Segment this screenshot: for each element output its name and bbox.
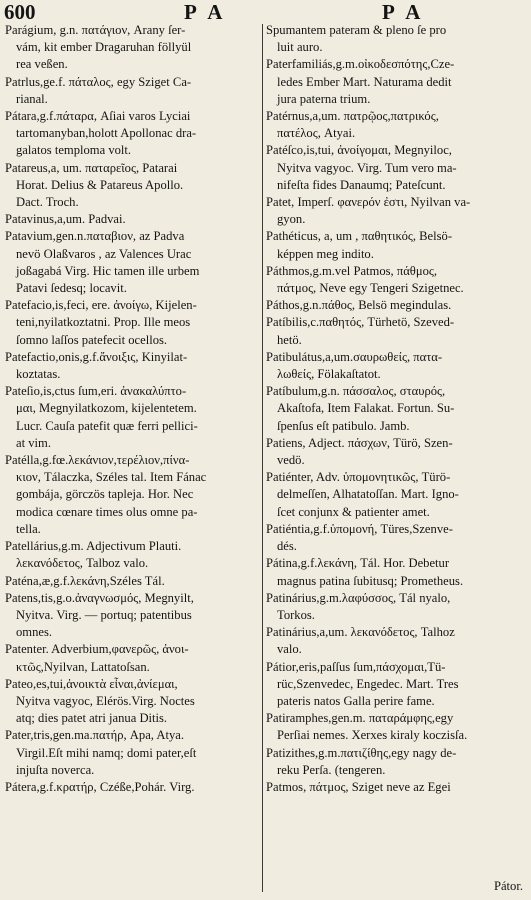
dictionary-entry: Patélla,g.fœ.λεκάνιον,τερέλιον,πίνα- κιον, Tálaczka, Széles tal. Item Fánac gombája, görczös tapleja. Hor. Nec modica cœnare times olus omne pa- tella.: [5, 453, 207, 536]
dictionary-entry: Paterfamiliás,g.m.οἰκοδεσπότης,Cze- ledes Ember Mart. Naturama dedit jura paterna trium.: [266, 57, 455, 106]
dictionary-entry: Patibulátus,a,um.σαυρωθείς, πατα- λωθείς, Fölakaſtatot.: [266, 349, 443, 382]
dictionary-entry: Patefacio,is,feci, ere. ἀνοίγω, Kijelen- teni,nyilatkoztatni. Prop. Ille meos ſomno laſſos patefecit ocellos.: [5, 298, 197, 347]
dictionary-entry: Patavium,gen.n.παταβιον, az Padva nevö Olaßvaros , az Valences Urac joßagabá Virg. Hic tamen ille urbem Patavi ſedesq; locavit.: [5, 229, 200, 296]
page-number: 600: [4, 0, 36, 24]
dictionary-entry: Pater,tris,gen.ma.πατήρ, Apa, Atya. Virgil.Eſt mihi namq; domi pater,eſt injuſta noverca.: [5, 728, 197, 777]
dictionary-entry: Patet, Imperſ. φανερόν ἐστι, Nyilvan va- gyon.: [266, 195, 471, 227]
dictionary-entry: Patizithes,g.m.πατιζίθης,egy nagy de- reku Perſa. (tengeren.: [266, 745, 457, 777]
dictionary-entry: Patavinus,a,um. Padvai.: [5, 212, 126, 227]
dictionary-entry: Parágium, g.n. πατάγιον, Arany ſer- vám, kit ember Dragaruhan föllyül rea veßen.: [5, 23, 192, 72]
dictionary-entry: Pátara,g.f.πάταρα, Aſiai varos Lyciai tartomanyban,holott Apollonac dra- galatos temploma volt.: [5, 109, 197, 158]
dictionary-entry: Patinárius,g.m.λαφύσσος, Tál nyalo, Torkos.: [266, 590, 451, 622]
dictionary-entry: Patefactio,onis,g.f.ἄνοιξις, Kinyilat- koztatas.: [5, 349, 188, 382]
dictionary-entry: Paténa,æ,g.f.λεκάνη,Széles Tál.: [5, 573, 165, 588]
dictionary-entry: Patérnus,a,um. πατρῷος,πατρικός, πατέλος, Atyai.: [266, 109, 439, 141]
dictionary-entry: Pathéticus, a, um , παθητικός, Belsö- képpen meg indito.: [266, 229, 453, 261]
dictionary-entry: Patiéntia,g.f.ὑπομονή, Türes,Szenve- dés.: [266, 521, 453, 554]
dictionary-entry: Patens,tis,g.o.ἀναγνωσμός, Megnyilt, Nyitva. Virg. — portuq; patentibus omnes.: [5, 590, 194, 640]
dictionary-entry: Patinárius,a,um. λεκανόδετος, Talhoz valo.: [266, 625, 455, 657]
dictionary-entry: Patiens, Adject. πάσχων, Türö, Szen- vedö.: [266, 435, 453, 468]
left-column: [5, 22, 260, 894]
dictionary-entry: Páthmos,g.m.vel Patmos, πάθμος, πάτμος, Neve egy Tengeri Szigetnec.: [266, 263, 464, 296]
dictionary-entry: Patrlus,ge.f. πάταλος, egy Sziget Ca- rianal.: [5, 74, 192, 106]
dictionary-entry: Pátior,eris,paſſus ſum,πάσχομαι,Tü- rüc,Szenvedec, Engedec. Mart. Tres pateris natos Galla perire fame.: [266, 659, 459, 708]
dictionary-entry: Páthos,g.n.πάθος, Belsö megindulas.: [266, 298, 452, 313]
running-head-right: PA: [382, 0, 433, 24]
dictionary-entry: Patiramphes,gen.m. παταράμφης,egy Perſiai nemes. Xerxes kiraly koczisſa.: [266, 711, 468, 743]
dictionary-entry: Patíbulum,g.n. πάσσαλος, σταυρός, Akaſtofa, Item Falakat. Fortun. Su- ſpenſus eſt patibulo. Jamb.: [266, 384, 455, 433]
dictionary-entry: Patareus,a, um. παταρεῖος, Patarai Horat. Delius & Patareus Apollo. Dact. Troch.: [5, 160, 184, 210]
catchword: Pátor.: [493, 879, 523, 893]
dictionary-entry: Patíbilis,c.παθητός, Türhetö, Szeved- hetö.: [266, 315, 455, 347]
dictionary-entry: Pátera,g.f.κρατήρ, Czéße,Pohár. Virg.: [5, 779, 195, 794]
dictionary-entry: Patmos, πάτμος, Sziget neve az Egei: [266, 779, 451, 794]
dictionary-entry: Pateſio,is,ctus ſum,eri. ἀνακαλύπτο- μαι, Megnyilatkozom, kijelentetem. Lucr. Cauſa patefit quæ ferri pellici- at vim.: [5, 384, 198, 450]
column-divider: [262, 24, 263, 892]
dictionary-entry: Pateo,es,tui,ἀνοικτὰ εἶναι,ἀνίεμαι, Nyitva vagyoc, Elérös.Virg. Noctes atq; dies patet atri janua Ditis.: [5, 676, 195, 726]
dictionary-entry: Pátina,g.f.λεκάνη, Tál. Hor. Debetur magnus patina ſubitusq; Prometheus.: [266, 556, 464, 588]
dictionary-entry: Patiénter, Adv. ὑπομονητικῶς, Türö- delmeſſen, Alhatatoſſan. Mart. Igno- ſcet conjunx & patienter amet.: [266, 470, 459, 519]
right-column: [266, 22, 528, 894]
page-header: [0, 0, 531, 22]
dictionary-entry: Patellárius,g.m. Adjectivum Plauti. λεκανόδετος, Talboz valo.: [5, 539, 182, 571]
dictionary-entry: Spumantem pateram & pleno ſe pro luit auro.: [266, 23, 447, 55]
dictionary-entry: Patéſco,is,tui, ἀνοίγομαι, Megnyiloc, Nyitva vagyoc. Virg. Tum vero ma- nifeſta fides Danaumq; Pateſcunt.: [266, 143, 457, 192]
dictionary-entry: Patenter. Adverbium,φανερῶς, ἀνοι- κτῶς,Nyilvan, Lattatoſsan.: [5, 642, 189, 674]
running-head-left: PA: [184, 0, 235, 24]
